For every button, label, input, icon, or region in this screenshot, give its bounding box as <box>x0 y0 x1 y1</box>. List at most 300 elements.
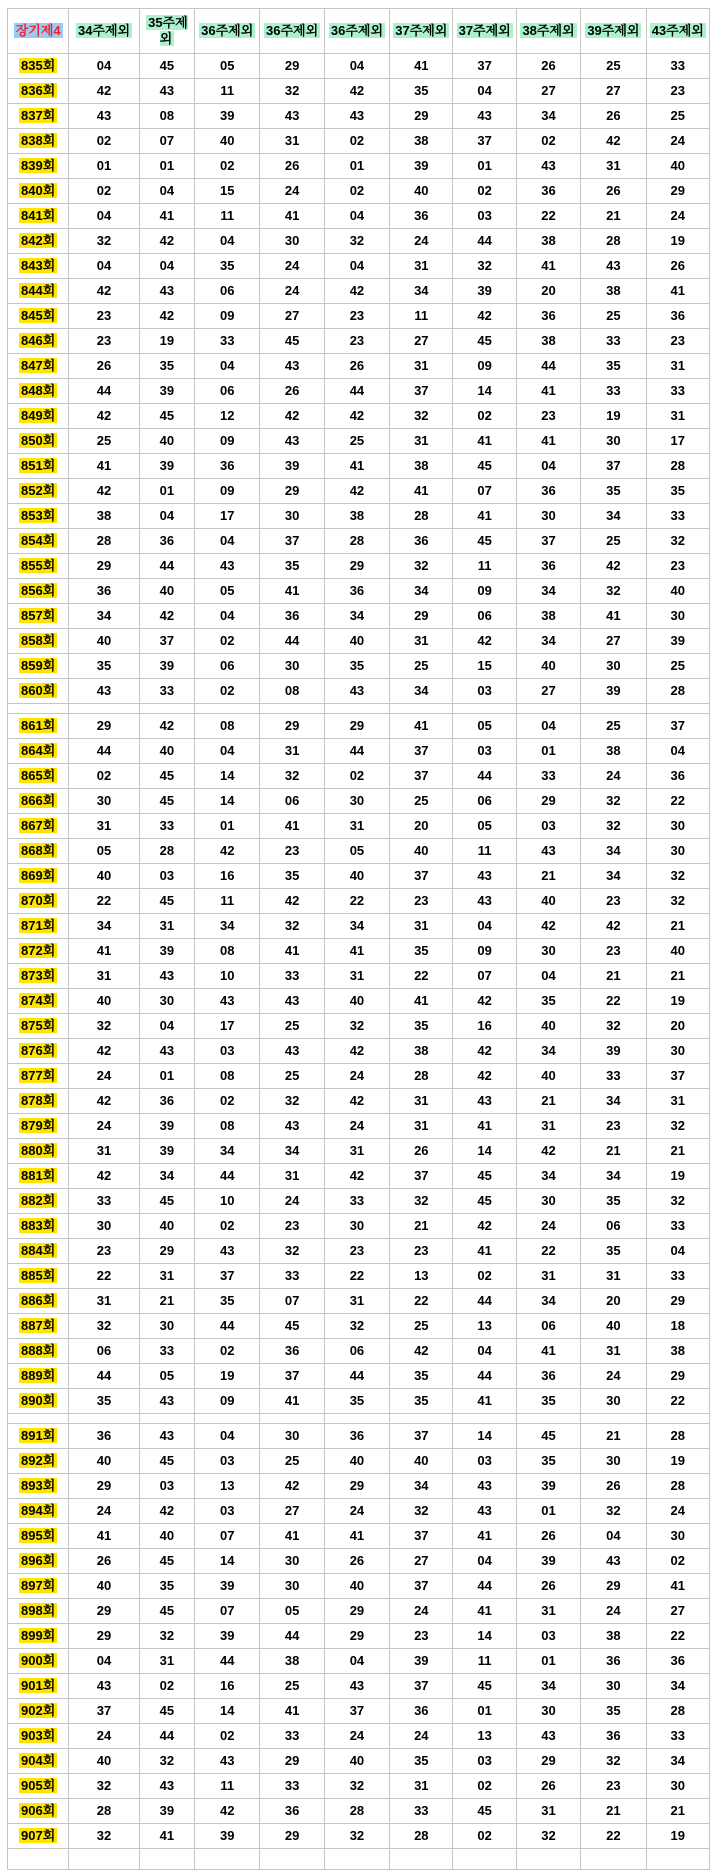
table-row <box>8 1699 710 1724</box>
number-cell: 33 <box>516 764 580 789</box>
number-cell: 34 <box>516 1164 580 1189</box>
number-cell: 07 <box>195 1599 260 1624</box>
empty-cell <box>8 1849 69 1870</box>
number-cell: 23 <box>646 79 709 104</box>
number-cell: 21 <box>516 864 580 889</box>
number-cell: 31 <box>390 1089 453 1114</box>
number-cell: 38 <box>390 454 453 479</box>
number-cell: 42 <box>69 1089 139 1114</box>
number-cell: 43 <box>453 864 516 889</box>
number-cell: 04 <box>139 504 194 529</box>
row-label-highlight: 906회 <box>21 1802 56 1818</box>
number-cell: 30 <box>260 1549 324 1574</box>
row-label-highlight: 864회 <box>21 742 56 758</box>
row-label-highlight: 836회 <box>21 82 56 98</box>
row-label-highlight: 878회 <box>21 1092 56 1108</box>
number-cell: 39 <box>139 1799 194 1824</box>
number-cell: 34 <box>646 1749 709 1774</box>
table-row <box>8 1649 710 1674</box>
row-label-highlight: 890회 <box>21 1392 56 1408</box>
number-cell: 06 <box>69 1339 139 1364</box>
number-cell: 32 <box>581 814 646 839</box>
number-cell: 39 <box>260 454 324 479</box>
row-label <box>8 839 69 864</box>
number-cell: 25 <box>646 654 709 679</box>
table-row <box>8 1389 710 1414</box>
number-cell: 41 <box>453 1239 516 1264</box>
number-cell: 34 <box>646 1674 709 1699</box>
number-cell: 04 <box>516 714 580 739</box>
number-cell: 43 <box>69 1674 139 1699</box>
number-cell: 26 <box>581 1474 646 1499</box>
table-row <box>8 279 710 304</box>
number-cell: 29 <box>260 479 324 504</box>
table-row <box>8 1474 710 1499</box>
number-cell: 42 <box>69 1039 139 1064</box>
table-row <box>8 1264 710 1289</box>
number-cell: 24 <box>260 1189 324 1214</box>
number-cell: 22 <box>646 1624 709 1649</box>
row-label <box>8 1499 69 1524</box>
number-cell: 24 <box>324 1064 389 1089</box>
number-cell: 36 <box>581 1649 646 1674</box>
number-cell: 30 <box>516 1189 580 1214</box>
row-label <box>8 454 69 479</box>
number-cell: 33 <box>195 329 260 354</box>
number-cell: 38 <box>581 279 646 304</box>
number-cell: 21 <box>581 204 646 229</box>
number-cell: 04 <box>581 1524 646 1549</box>
number-cell: 30 <box>581 1449 646 1474</box>
number-cell: 32 <box>581 579 646 604</box>
number-cell: 31 <box>260 129 324 154</box>
row-label <box>8 789 69 814</box>
number-cell: 04 <box>195 1424 260 1449</box>
number-cell: 04 <box>324 254 389 279</box>
number-cell: 25 <box>260 1449 324 1474</box>
number-cell: 27 <box>260 304 324 329</box>
row-label-highlight: 900회 <box>21 1652 56 1668</box>
number-cell: 01 <box>195 814 260 839</box>
row-label <box>8 404 69 429</box>
number-cell: 42 <box>324 1164 389 1189</box>
number-cell: 33 <box>581 379 646 404</box>
row-label-highlight: 835회 <box>21 57 56 73</box>
number-cell: 04 <box>516 964 580 989</box>
row-label <box>8 1014 69 1039</box>
number-cell: 39 <box>139 1114 194 1139</box>
number-cell: 41 <box>69 1524 139 1549</box>
number-cell: 41 <box>69 939 139 964</box>
number-cell: 34 <box>69 604 139 629</box>
number-cell: 44 <box>453 1289 516 1314</box>
number-cell: 06 <box>195 279 260 304</box>
number-cell: 24 <box>69 1499 139 1524</box>
number-cell: 45 <box>139 1549 194 1574</box>
number-cell: 30 <box>260 1574 324 1599</box>
number-cell: 03 <box>139 1474 194 1499</box>
number-cell: 33 <box>581 329 646 354</box>
row-label <box>8 504 69 529</box>
number-cell: 23 <box>581 1774 646 1799</box>
number-cell: 32 <box>139 1624 194 1649</box>
row-label <box>8 654 69 679</box>
table-row <box>8 989 710 1014</box>
number-cell: 43 <box>516 839 580 864</box>
number-cell: 21 <box>516 1089 580 1114</box>
table-row <box>8 1364 710 1389</box>
number-cell: 43 <box>324 104 389 129</box>
row-label <box>8 1314 69 1339</box>
number-cell: 42 <box>516 914 580 939</box>
number-cell: 35 <box>195 254 260 279</box>
number-cell: 30 <box>324 1214 389 1239</box>
number-cell: 30 <box>646 839 709 864</box>
row-label <box>8 304 69 329</box>
number-cell: 37 <box>260 529 324 554</box>
row-label-highlight: 874회 <box>21 992 56 1008</box>
number-cell: 24 <box>646 129 709 154</box>
number-cell: 37 <box>69 1699 139 1724</box>
number-cell: 33 <box>646 504 709 529</box>
number-cell: 43 <box>516 154 580 179</box>
number-cell: 42 <box>453 629 516 654</box>
row-label <box>8 1449 69 1474</box>
number-cell: 19 <box>646 1164 709 1189</box>
number-cell: 13 <box>453 1314 516 1339</box>
number-cell: 35 <box>195 1289 260 1314</box>
number-cell: 45 <box>139 1699 194 1724</box>
number-cell: 26 <box>260 379 324 404</box>
number-cell: 32 <box>646 864 709 889</box>
number-cell: 30 <box>516 504 580 529</box>
number-cell: 23 <box>646 554 709 579</box>
number-cell: 36 <box>646 304 709 329</box>
row-label <box>8 254 69 279</box>
number-cell: 37 <box>581 454 646 479</box>
row-label <box>8 1039 69 1064</box>
number-cell: 34 <box>581 504 646 529</box>
number-cell: 40 <box>69 1574 139 1599</box>
number-cell: 23 <box>69 1239 139 1264</box>
row-label-highlight: 897회 <box>21 1577 56 1593</box>
number-cell: 33 <box>139 814 194 839</box>
row-label-highlight: 885회 <box>21 1267 56 1283</box>
number-cell: 41 <box>260 939 324 964</box>
number-cell: 05 <box>453 714 516 739</box>
number-cell: 24 <box>646 1499 709 1524</box>
number-cell: 05 <box>195 54 260 79</box>
row-label <box>8 1574 69 1599</box>
number-cell: 42 <box>195 839 260 864</box>
row-label-highlight: 866회 <box>21 792 56 808</box>
number-cell: 05 <box>324 839 389 864</box>
number-cell: 37 <box>390 1164 453 1189</box>
number-cell: 40 <box>646 579 709 604</box>
row-label <box>8 1114 69 1139</box>
number-cell: 37 <box>260 1364 324 1389</box>
table-row <box>8 204 710 229</box>
number-cell: 36 <box>139 529 194 554</box>
number-cell: 14 <box>453 379 516 404</box>
row-label-highlight: 882회 <box>21 1192 56 1208</box>
number-cell: 36 <box>260 604 324 629</box>
number-cell: 02 <box>69 179 139 204</box>
number-cell: 38 <box>516 329 580 354</box>
number-cell: 34 <box>324 914 389 939</box>
column-header-36a: 36주제외 <box>195 9 260 54</box>
table-row <box>8 1524 710 1549</box>
row-label <box>8 479 69 504</box>
number-cell: 04 <box>195 529 260 554</box>
number-cell: 34 <box>516 579 580 604</box>
number-cell: 31 <box>390 429 453 454</box>
number-cell: 34 <box>139 1164 194 1189</box>
empty-cell <box>195 704 260 714</box>
number-cell: 05 <box>69 839 139 864</box>
table-row <box>8 679 710 704</box>
number-cell: 26 <box>516 1524 580 1549</box>
number-cell: 08 <box>260 679 324 704</box>
row-label-highlight: 852회 <box>21 482 56 498</box>
table-header <box>8 9 710 54</box>
column-header-39: 39주제외 <box>581 9 646 54</box>
row-label <box>8 1774 69 1799</box>
number-cell: 41 <box>453 504 516 529</box>
number-cell: 33 <box>646 1264 709 1289</box>
number-cell: 24 <box>646 204 709 229</box>
number-cell: 44 <box>260 1624 324 1649</box>
number-cell: 04 <box>139 254 194 279</box>
row-label-highlight: 865회 <box>21 767 56 783</box>
number-cell: 26 <box>516 1774 580 1799</box>
number-cell: 02 <box>453 179 516 204</box>
column-header-37b: 37주제외 <box>453 9 516 54</box>
number-cell: 22 <box>646 789 709 814</box>
number-cell: 31 <box>646 404 709 429</box>
number-cell: 04 <box>646 739 709 764</box>
number-cell: 22 <box>324 1264 389 1289</box>
number-cell: 16 <box>195 1674 260 1699</box>
number-cell: 34 <box>581 864 646 889</box>
number-cell: 40 <box>69 629 139 654</box>
number-cell: 31 <box>69 1289 139 1314</box>
number-cell: 35 <box>581 479 646 504</box>
row-label-highlight: 880회 <box>21 1142 56 1158</box>
number-cell: 02 <box>516 129 580 154</box>
number-cell: 02 <box>195 629 260 654</box>
number-cell: 31 <box>646 1089 709 1114</box>
number-cell: 33 <box>390 1799 453 1824</box>
number-cell: 42 <box>260 889 324 914</box>
number-cell: 26 <box>516 54 580 79</box>
number-cell: 44 <box>324 379 389 404</box>
number-cell: 25 <box>646 104 709 129</box>
number-cell: 06 <box>453 604 516 629</box>
empty-cell <box>581 1849 646 1870</box>
row-label <box>8 739 69 764</box>
number-cell: 37 <box>390 1524 453 1549</box>
number-cell: 38 <box>581 739 646 764</box>
number-cell: 02 <box>195 679 260 704</box>
table-row <box>8 839 710 864</box>
number-cell: 43 <box>516 1724 580 1749</box>
number-cell: 37 <box>390 764 453 789</box>
empty-cell <box>581 1414 646 1424</box>
number-cell: 02 <box>453 1824 516 1849</box>
number-cell: 06 <box>516 1314 580 1339</box>
number-cell: 23 <box>516 404 580 429</box>
number-cell: 28 <box>646 679 709 704</box>
number-cell: 15 <box>195 179 260 204</box>
empty-cell <box>69 1849 139 1870</box>
number-cell: 28 <box>324 529 389 554</box>
table-row <box>8 629 710 654</box>
number-cell: 39 <box>195 1824 260 1849</box>
table-row <box>8 554 710 579</box>
row-label-highlight: 876회 <box>21 1042 56 1058</box>
number-cell: 32 <box>69 1824 139 1849</box>
number-cell: 39 <box>516 1474 580 1499</box>
number-cell: 30 <box>581 654 646 679</box>
number-cell: 01 <box>139 1064 194 1089</box>
empty-cell <box>453 1849 516 1870</box>
number-cell: 41 <box>646 1574 709 1599</box>
number-cell: 29 <box>646 179 709 204</box>
number-cell: 40 <box>324 629 389 654</box>
row-label-highlight: 892회 <box>21 1452 56 1468</box>
number-cell: 41 <box>390 54 453 79</box>
number-cell: 21 <box>390 1214 453 1239</box>
number-cell: 25 <box>581 304 646 329</box>
number-cell: 19 <box>581 404 646 429</box>
row-label <box>8 864 69 889</box>
number-cell: 32 <box>69 1774 139 1799</box>
number-cell: 41 <box>390 714 453 739</box>
row-label-highlight: 849회 <box>21 407 56 423</box>
table-row <box>8 254 710 279</box>
number-cell: 28 <box>390 1064 453 1089</box>
table-row <box>8 1499 710 1524</box>
number-cell: 22 <box>646 1389 709 1414</box>
number-cell: 28 <box>69 529 139 554</box>
number-cell: 31 <box>324 1139 389 1164</box>
row-label-highlight: 871회 <box>21 917 56 933</box>
table-row <box>8 1824 710 1849</box>
number-cell: 41 <box>139 1824 194 1849</box>
row-label-highlight: 884회 <box>21 1242 56 1258</box>
number-cell: 28 <box>646 454 709 479</box>
number-cell: 06 <box>195 379 260 404</box>
number-cell: 43 <box>453 104 516 129</box>
number-cell: 03 <box>516 1624 580 1649</box>
number-cell: 31 <box>516 1599 580 1624</box>
number-cell: 02 <box>195 1214 260 1239</box>
empty-cell <box>139 704 194 714</box>
number-cell: 33 <box>260 1774 324 1799</box>
table-row <box>8 354 710 379</box>
row-label <box>8 154 69 179</box>
number-cell: 40 <box>581 1314 646 1339</box>
number-cell: 31 <box>390 354 453 379</box>
number-cell: 36 <box>516 554 580 579</box>
number-cell: 18 <box>646 1314 709 1339</box>
number-cell: 43 <box>453 1474 516 1499</box>
number-cell: 13 <box>453 1724 516 1749</box>
number-cell: 04 <box>646 1239 709 1264</box>
row-label <box>8 1599 69 1624</box>
number-cell: 34 <box>390 579 453 604</box>
number-cell: 31 <box>390 914 453 939</box>
number-cell: 01 <box>139 154 194 179</box>
number-cell: 44 <box>516 354 580 379</box>
number-cell: 45 <box>139 54 194 79</box>
number-cell: 42 <box>324 1039 389 1064</box>
number-cell: 43 <box>453 889 516 914</box>
number-cell: 42 <box>324 404 389 429</box>
number-cell: 26 <box>390 1139 453 1164</box>
number-cell: 09 <box>195 429 260 454</box>
number-cell: 03 <box>453 1749 516 1774</box>
number-cell: 35 <box>390 1749 453 1774</box>
exclusion-numbers-table <box>7 8 710 1870</box>
number-cell: 38 <box>260 1649 324 1674</box>
row-label-highlight: 894회 <box>21 1502 56 1518</box>
number-cell: 42 <box>516 1139 580 1164</box>
number-cell: 03 <box>195 1449 260 1474</box>
number-cell: 23 <box>581 889 646 914</box>
number-cell: 25 <box>581 714 646 739</box>
number-cell: 14 <box>453 1139 516 1164</box>
number-cell: 23 <box>390 889 453 914</box>
number-cell: 37 <box>390 1674 453 1699</box>
number-cell: 27 <box>516 79 580 104</box>
row-label-highlight: 870회 <box>21 892 56 908</box>
number-cell: 07 <box>453 964 516 989</box>
number-cell: 39 <box>390 1649 453 1674</box>
number-cell: 01 <box>69 154 139 179</box>
number-cell: 34 <box>195 1139 260 1164</box>
number-cell: 21 <box>646 1799 709 1824</box>
number-cell: 26 <box>646 254 709 279</box>
number-cell: 05 <box>453 814 516 839</box>
number-cell: 41 <box>453 429 516 454</box>
number-cell: 37 <box>646 1064 709 1089</box>
number-cell: 36 <box>139 1089 194 1114</box>
number-cell: 36 <box>390 1699 453 1724</box>
number-cell: 24 <box>324 1114 389 1139</box>
row-label-highlight: 893회 <box>21 1477 56 1493</box>
empty-cell <box>324 704 389 714</box>
number-cell: 35 <box>139 354 194 379</box>
number-cell: 43 <box>260 429 324 454</box>
number-cell: 29 <box>516 789 580 814</box>
number-cell: 36 <box>390 204 453 229</box>
row-label-highlight: 868회 <box>21 842 56 858</box>
number-cell: 02 <box>324 764 389 789</box>
number-cell: 31 <box>139 914 194 939</box>
number-cell: 04 <box>139 1014 194 1039</box>
number-cell: 24 <box>390 1724 453 1749</box>
number-cell: 23 <box>260 1214 324 1239</box>
row-label <box>8 1239 69 1264</box>
number-cell: 08 <box>195 939 260 964</box>
number-cell: 39 <box>581 679 646 704</box>
number-cell: 31 <box>516 1799 580 1824</box>
number-cell: 04 <box>324 1649 389 1674</box>
number-cell: 32 <box>260 1239 324 1264</box>
number-cell: 43 <box>260 1039 324 1064</box>
